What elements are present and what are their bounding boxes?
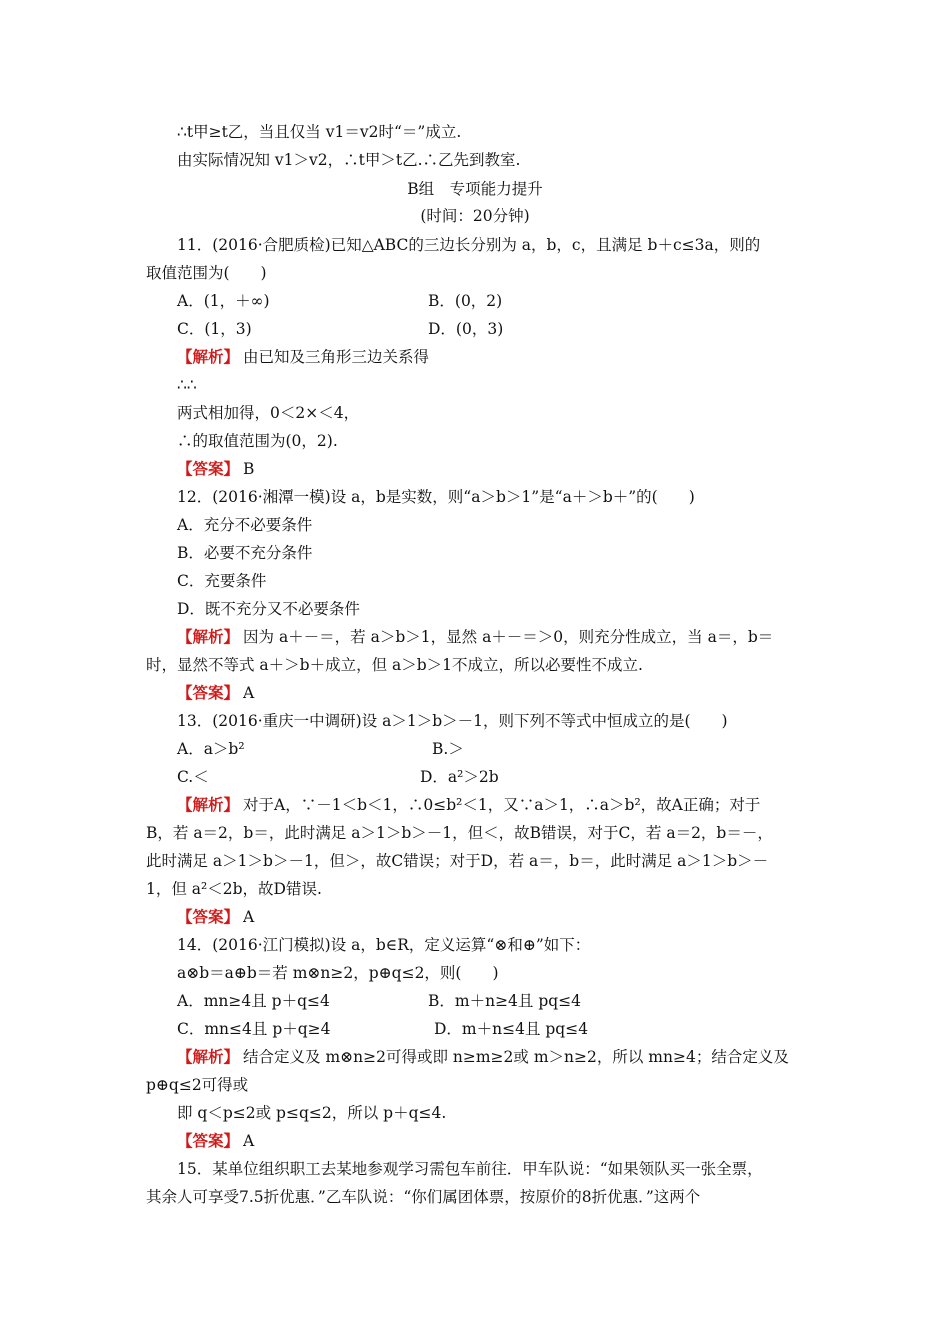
text-line: B，若 a＝2，b＝，此时满足 a＞1＞b＞－1，但＜，故B错误，对于C，若 a＝2，b＝－， bbox=[146, 824, 773, 842]
option-a: A．a＞b² bbox=[177, 740, 245, 758]
option-d: D．m＋n≤4且 pq≤4 bbox=[434, 1020, 589, 1038]
analysis-line bbox=[177, 795, 760, 815]
option-b: B．m＋n≥4且 pq≤4 bbox=[428, 992, 582, 1010]
analysis-line bbox=[177, 1047, 789, 1067]
analysis-line bbox=[177, 347, 429, 367]
question-12-stem: 12．(2016·湘潭一模)设 a，b是实数，则“a＞b＞1”是“a＋＞b＋”的( ) bbox=[177, 488, 695, 506]
analysis-text: 由已知及三角形三边关系得 bbox=[243, 348, 430, 366]
option-d: D．(0，3) bbox=[428, 320, 504, 338]
text-line: 由实际情况知 v1＞v2，∴t甲＞t乙.∴乙先到教室. bbox=[177, 151, 521, 169]
option-d: D．既不充分又不必要条件 bbox=[177, 600, 360, 618]
answer-line bbox=[177, 1131, 254, 1151]
question-13-stem: 13．(2016·重庆一中调研)设 a＞1＞b＞－1，则下列不等式中恒成立的是( ) bbox=[177, 712, 728, 730]
option-b: B．必要不充分条件 bbox=[177, 544, 313, 562]
analysis-tag: 【解析】 bbox=[177, 1047, 240, 1066]
question-14-stem: 14．(2016·江门模拟)设 a，b∈R，定义运算“⊗和⊕”如下： bbox=[177, 936, 591, 954]
option-a: A．(1，＋∞) bbox=[177, 292, 270, 310]
analysis-text: 结合定义及 m⊗n≥2可得或即 n≥m≥2或 m＞n≥2，所以 mn≥4；结合定义及 bbox=[243, 1048, 789, 1066]
option-a: A．充分不必要条件 bbox=[177, 516, 313, 534]
text-line: p⊕q≤2可得或 bbox=[146, 1076, 249, 1094]
answer-text: A bbox=[243, 908, 255, 926]
question-11-stem: 11．(2016·合肥质检)已知△ABC的三边长分别为 a，b，c，且满足 b＋c≤3a，则的 bbox=[177, 236, 761, 254]
option-c: C．(1，3) bbox=[177, 320, 252, 338]
option-c: C．mn≤4且 p＋q≥4 bbox=[177, 1020, 331, 1038]
option-d: D．a²＞2b bbox=[420, 768, 499, 786]
analysis-text: 因为 a＋－＝，若 a＞b＞1，显然 a＋－＝＞0，则充分性成立，当 a＝，b＝ bbox=[243, 628, 774, 646]
question-11-stem-cont: 取值范围为( ) bbox=[146, 264, 267, 282]
option-b: B．(0，2) bbox=[428, 292, 503, 310]
analysis-tag: 【解析】 bbox=[177, 627, 240, 646]
answer-line bbox=[177, 683, 254, 703]
text-line: ∴∴ bbox=[177, 376, 197, 394]
text-line: 时，显然不等式 a＋＞b＋成立，但 a＞b＞1不成立，所以必要性不成立. bbox=[146, 656, 643, 674]
answer-tag: 【答案】 bbox=[177, 683, 240, 702]
answer-text: A bbox=[243, 684, 255, 702]
option-a: A．mn≥4且 p＋q≤4 bbox=[177, 992, 330, 1010]
text-line: 其余人可享受7.5折优惠．”乙车队说：“你们属团体票，按原价的8折优惠．”这两个 bbox=[146, 1188, 701, 1206]
option-b: B.＞ bbox=[432, 740, 464, 758]
option-c: C.＜ bbox=[177, 768, 209, 786]
analysis-line bbox=[177, 627, 773, 647]
answer-line bbox=[177, 907, 254, 927]
answer-tag: 【答案】 bbox=[177, 907, 240, 926]
answer-tag: 【答案】 bbox=[177, 1131, 240, 1150]
option-c: C．充要条件 bbox=[177, 572, 267, 590]
text-line: ∴t甲≥t乙，当且仅当 v1＝v2时“＝”成立. bbox=[177, 123, 462, 141]
analysis-text: 对于A，∵－1＜b＜1，∴0≤b²＜1，又∵a＞1，∴a＞b²，故A正确；对于 bbox=[243, 796, 761, 814]
text-line: 即 q＜p≤2或 p≤q≤2，所以 p＋q≤4. bbox=[177, 1104, 447, 1122]
text-line: 1，但 a²＜2b，故D错误. bbox=[146, 880, 322, 898]
section-heading: B组 专项能力提升 bbox=[407, 180, 543, 198]
answer-line bbox=[177, 459, 254, 479]
text-line: 两式相加得，0＜2×＜4， bbox=[177, 404, 360, 422]
answer-text: A bbox=[243, 1132, 255, 1150]
question-15-stem: 15．某单位组织职工去某地参观学习需包车前往．甲车队说：“如果领队买一张全票， bbox=[177, 1160, 763, 1178]
answer-text: B bbox=[243, 460, 255, 478]
section-subheading: (时间：20分钟) bbox=[420, 207, 530, 225]
text-line: 此时满足 a＞1＞b＞－1，但＞，故C错误；对于D，若 a＝，b＝，此时满足 a＞1＞b＞－ bbox=[146, 852, 769, 870]
text-line: a⊗b＝a⊕b＝若 m⊗n≥2，p⊕q≤2，则( ) bbox=[177, 964, 499, 982]
analysis-tag: 【解析】 bbox=[177, 795, 240, 814]
analysis-tag: 【解析】 bbox=[177, 347, 240, 366]
answer-tag: 【答案】 bbox=[177, 459, 240, 478]
text-line: ∴的取值范围为(0，2). bbox=[177, 432, 338, 450]
